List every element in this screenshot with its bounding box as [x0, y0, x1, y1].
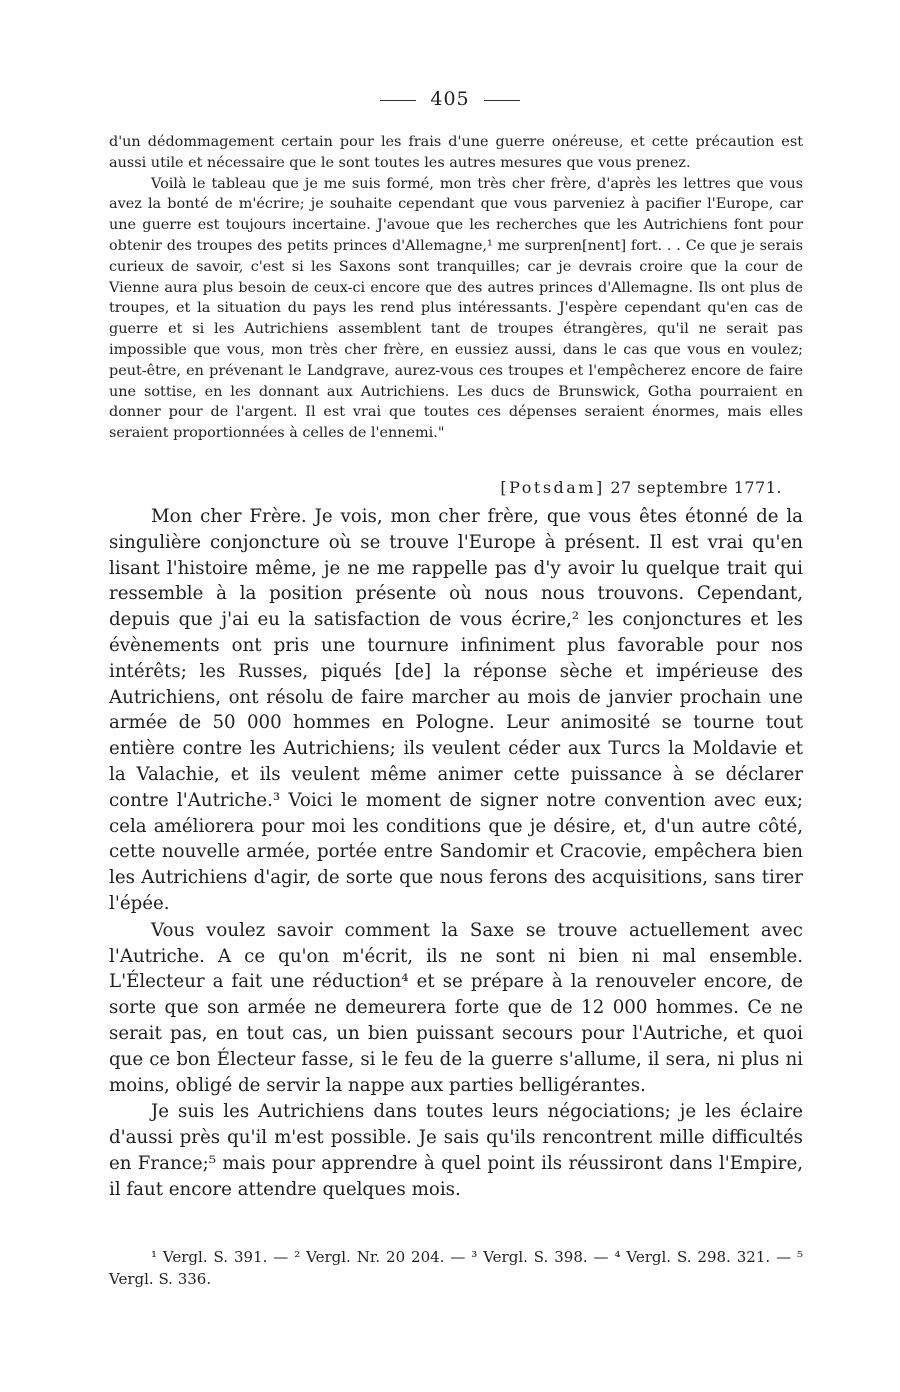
header-dash-right — [484, 100, 520, 101]
dateline-date: 27 septembre 1771. — [610, 478, 782, 497]
letter-paragraph-3: Je suis les Autrichiens dans toutes leurs négociations; je les éclaire d'aussi près qu'il m'est possible. Je sais qu'ils rencontrent mille difficultés en France;⁵ mais pour apprendre à quel point ils réussiront dans l'Empire, il faut encore attendre quelques mois. — [109, 1101, 803, 1200]
quote-paragraph-1: d'un dédommagement certain pour les frais d'une guerre onéreuse, et cette précaution est aussi utile et nécessaire que le sont toutes les autres mesures que vous prenez. — [109, 134, 803, 171]
page-header — [0, 88, 900, 110]
letter-body — [109, 504, 803, 1203]
letter-paragraph-1: Mon cher Frère. Je vois, mon cher frère, que vous êtes étonné de la singulière conjoncture où se trouve l'Europe à présent. Il est vrai qu'en lisant l'histoire même, je ne me rappelle pas d'y avoir lu quelque trait qui ressemble à la position présente où nous nous trouvons. Cependant, depuis que j'ai eu la satisfaction de vous écrire,² les conjonctures et les évènements ont pris une tournure infiniment plus favorable pour nos intérêts; les Russes, piqués [de] la réponse sèche et impérieuse des Autrichiens, ont résolu de faire marcher au mois de janvier prochain une armée de 50 000 hommes en Pologne. Leur animosité se tourne tout entière contre les Autrichiens; ils veulent céder aux Turcs la Moldavie et la Valachie, et ils veulent même animer cette puissance à se déclarer contre l'Autriche.³ Voici le moment de signer notre convention avec eux; cela améliorera pour moi les conditions que je désire, et, d'un autre côté, cette nouvelle armée, portée entre Sandomir et Cracovie, empêchera bien les Autrichiens d'agir, de sorte que nous ferons des acquisitions, sans tirer l'épée. — [109, 506, 803, 914]
page-number: 405 — [430, 88, 470, 110]
dateline-place: [Potsdam] — [500, 478, 605, 497]
header-dash-left — [380, 100, 416, 101]
quoted-letter — [109, 132, 803, 444]
letter-dateline — [500, 478, 782, 497]
quote-paragraph-2: Voilà le tableau que je me suis formé, mon très cher frère, d'après les lettres que vous avez la bonté de m'écrire; je souhaite cependant que vous parveniez à pacifier l'Europe, car une guerre est toujours incertaine. J'avoue que les recherches que les Autrichiens font pour obtenir des troupes des petits princes d'Allemagne,¹ me surpren[nent] fort. . . Ce que je serais curieux de savoir, c'est si les Saxons sont tranquilles; car je devrais croire que la cour de Vienne aura plus besoin de ceux-ci encore que des autres princes d'Allemagne. Ils ont plus de troupes, et la situation du pays les rend plus intéressants. J'espère cependant qu'en cas de guerre et si les Autrichiens assemblent tant de troupes étrangères, qu'il ne serait pas impossible que vous, mon très cher frère, en eussiez aussi, dans le cas que vous en voulez; peut-être, en prévenant le Landgrave, aurez-vous ces troupes et l'empêcherez encore de faire une sottise, en les donnant aux Autrichiens. Les ducs de Brunswick, Gotha pourraient en donner pour de l'argent. Il est vrai que toutes ces dépenses seraient énormes, mais elles seraient proportionnées à celles de l'ennemi." — [109, 175, 803, 442]
footnote-text: ¹ Vergl. S. 391. — ² Vergl. Nr. 20 204. — ³ Vergl. S. 398. — ⁴ Vergl. S. 298. 321. — ⁵ Vergl. S. 336. — [109, 1248, 803, 1288]
footnotes — [109, 1246, 803, 1290]
letter-paragraph-2: Vous voulez savoir comment la Saxe se trouve actuellement avec l'Autriche. A ce qu'on m'écrit, ils ne sont ni bien ni mal ensemble. L'Électeur a fait une réduction⁴ et se prépare à la renouveler encore, de sorte que son armée ne demeurera forte que de 12 000 hommes. Ce ne serait pas, en tout cas, un bien puissant secours pour l'Autriche, et quoi que ce bon Électeur fasse, si le feu de la guerre s'allume, il sera, ni plus ni moins, obligé de servir la nappe aux parties belligérantes. — [109, 919, 803, 1096]
